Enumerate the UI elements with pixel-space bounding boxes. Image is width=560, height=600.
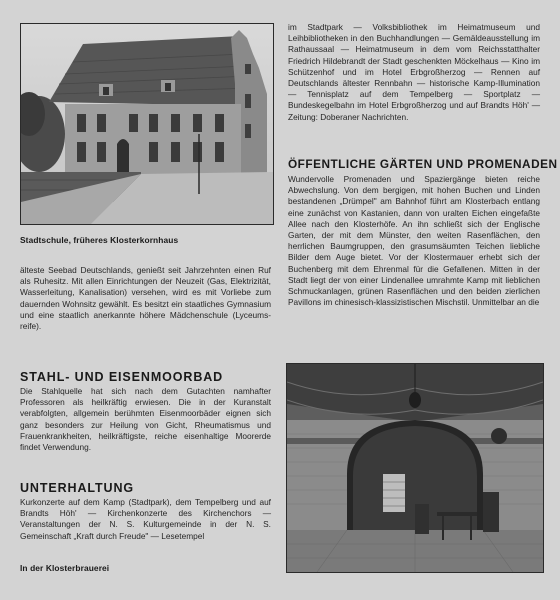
gaerten-paragraph: Wundervolle Promenaden und Spaziergänge bieten reiche Abwechslung. Von dem bergigen, mit hohen Buchen und Linden bestandenen „Drümpel" am Bahnhof führt am Klosterbach entlang eine zunächst von Kastanien, dann von uralten Eichen eingefaßte Allee nach den Klosterhöfe. An ihn schließt sich der Englische Garten, der mit dem Münster, den weiten Rasenflächen, den herrlichen Baumgruppen, den grasumsäumten Teichen liebliche Bilder dem Auge bietet. Vor der Klostermauer erhebt sich der Buchenberg mit dem Ehrenmal für die Gefallenen. Mitten in der Stadt liegt der von einer Lindenallee umrahmte Kamp mit lieblichen Schmuckanlagen, grünen Rasenflächen und den beiden zierlichen Pavillons im chinesisch-klassizistischen Mischstil. Unmittelbar an die — [288, 174, 540, 308]
stahl-heading: STAHL- UND EISENMOORBAD — [20, 370, 224, 384]
school-building-photo — [20, 23, 274, 225]
gaerten-heading: ÖFFENTLICHE GÄRTEN UND PROMENADEN — [288, 157, 558, 171]
brewery-interior-photo — [286, 363, 544, 573]
stahl-paragraph: Die Stahlquelle hat sich nach dem Gutachten namhafter Professoren als heilkräftig erwiesen. Die in der Kuranstalt verabfolgten, allgemein berühmten Eisenmoorbäder eignen sich ganz besonders zur Heilung von Gicht, Rheumatismus und Frauenkrankheiten, heilkräftigste, reiche eisenhaltige Moorerde findet Verwendung. — [20, 386, 271, 453]
intro-paragraph: älteste Seebad Deutschlands, genießt seit Jahrzehnten einen Ruf als Ruhesitz. Mit allen Einrichtungen der Neuzeit (Gas, Elektrizität, Wasserleitung, Kanalisation) versehen, wird es mit Vorliebe zum dauernden Wohnsitz gewählt. Es besitzt ein staatliches Gymnasium und eine staatlich anerkannte höhere Mädchenschule (Lyceums-reife). — [20, 265, 271, 332]
brewery-photo-caption: In der Klosterbrauerei — [20, 563, 110, 573]
unterhaltung-paragraph: Kurkonzerte auf dem Kamp (Stadtpark), dem Tempelberg und auf Brandts Höh' — Kirchenkonzerte des Kirchenchors — Veranstaltungen der N. S. Kulturgemeinde in der N. S. Gemeinschaft „Kraft durch Freude" — Lesetempel — [20, 497, 271, 541]
school-photo-caption: Stadtschule, früheres Klosterkornhaus — [20, 235, 179, 245]
amenities-paragraph: im Stadtpark — Volksbibliothek im Heimatmuseum und Leihbibliotheken in den Buchhandlungen — Gemäldeausstellung im Rathaussaal — Heimatmuseum in dem vom Reichsstatthalter Friedrich Hildebrandt der Stadt geschenkten Möckelhaus — Kino im Schützenhof und im Hotel Erbgroßherzog — Rennen auf Deutschlands ältester Rennbahn — historische Kamp-Illumination — Tennisplatz auf dem Tempelberg — Sportplatz — Bundeskegelbahn im Hotel Erbgroßherzog und auf Brandts Höh' — Zeitung: Doberaner Nachrichten. — [288, 22, 540, 122]
unterhaltung-heading: UNTERHALTUNG — [20, 481, 135, 495]
